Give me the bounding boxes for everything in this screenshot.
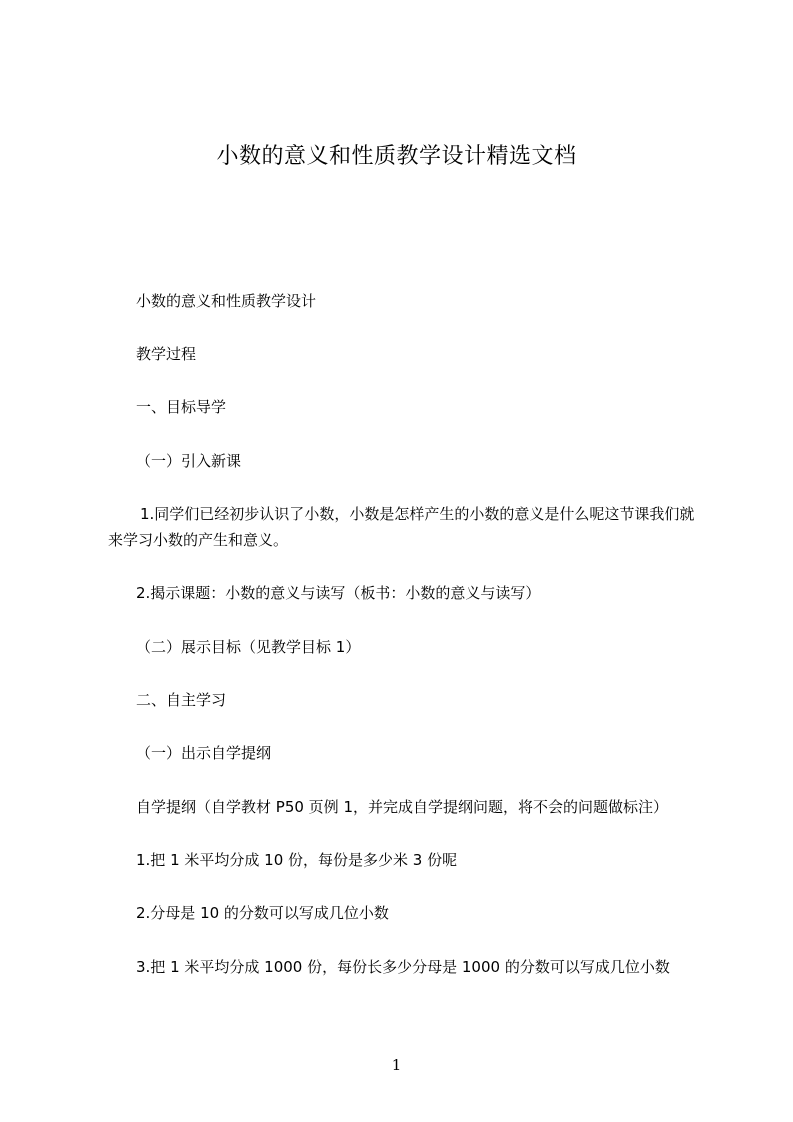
paragraph-intro: 1.同学们已经初步认识了小数，小数是怎样产生的小数的意义是什么呢这节课我们就来学习小数的产生和意义。 [108,505,695,549]
paragraph-heading-subsection-1-2: （二）展示目标（见教学目标 1） [136,638,361,656]
paragraph-question-1: 1.把 1 米平均分成 10 份，每份是多少米 3 份呢 [136,851,458,869]
paragraph-question-2: 2.分母是 10 的分数可以写成几位小数 [136,904,389,922]
paragraph-subtitle: 小数的意义和性质教学设计 [136,292,317,310]
page-number: 1 [391,1056,402,1074]
paragraph-question-3: 3.把 1 米平均分成 1000 份，每份长多少分母是 1000 的分数可以写成几位小数 [136,958,670,976]
paragraph-heading-process: 教学过程 [136,345,197,363]
paragraph-reveal-topic: 2.揭示课题：小数的意义与读写（板书：小数的意义与读写） [136,584,541,602]
paragraph-heading-subsection-2-1: （一）出示自学提纲 [136,744,272,762]
paragraph-outline: 自学提纲（自学教材 P50 页例 1，并完成自学提纲问题，将不会的问题做标注） [136,798,668,816]
document-title: 小数的意义和性质教学设计精选文档 [216,144,577,169]
paragraph-heading-section-2: 二、自主学习 [136,691,227,709]
paragraph-heading-section-1: 一、目标导学 [136,398,227,416]
paragraph-heading-subsection-1-1: （一）引入新课 [136,452,242,470]
